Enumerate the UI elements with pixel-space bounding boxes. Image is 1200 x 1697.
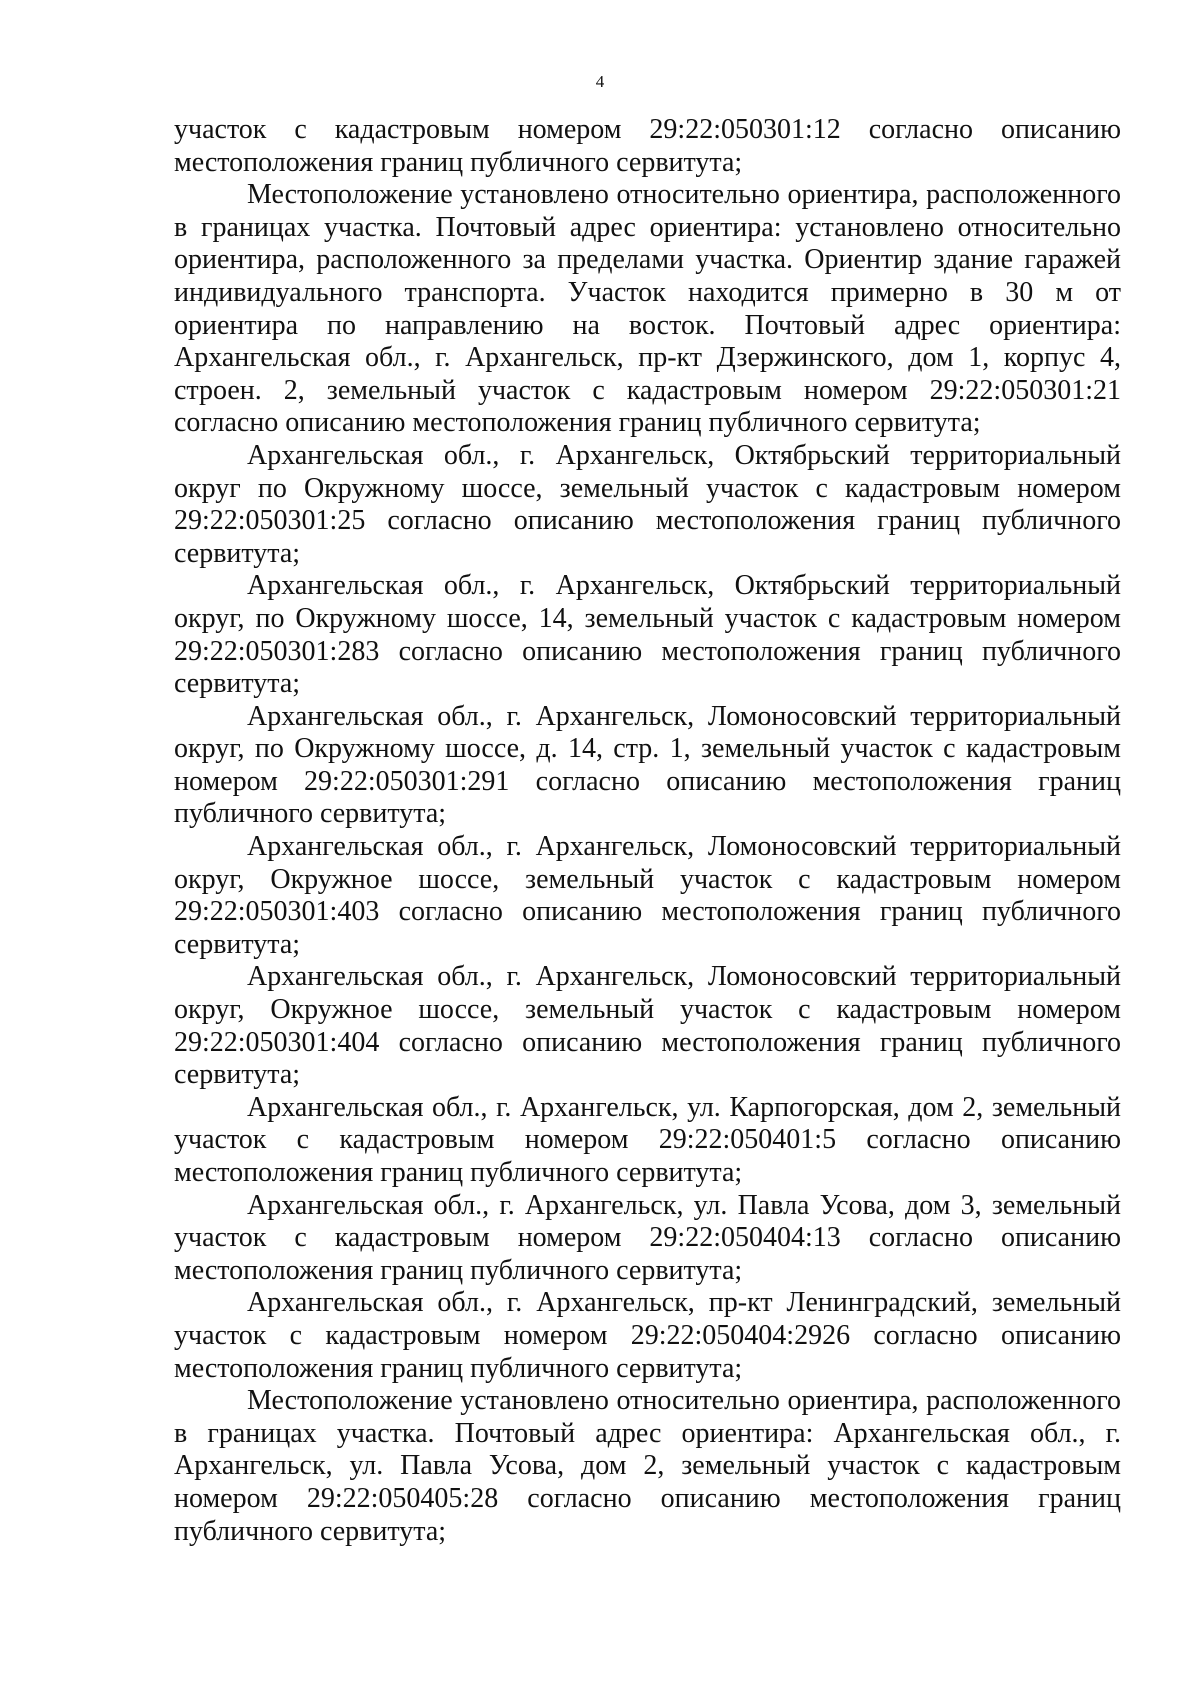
paragraph: Архангельская обл., г. Архангельск, ул. Павла Усова, дом 3, земельный участок с кадастровым номером 29:22:050404:13 согласно описанию местоположения границ публичного сервитута; (174, 1189, 1121, 1286)
paragraph: Архангельская обл., г. Архангельск, ул. Карпогорская, дом 2, земельный участок с кадастровым номером 29:22:050401:5 согласно описанию местоположения границ публичного сервитута; (174, 1091, 1121, 1188)
paragraph: Архангельская обл., г. Архангельск, Ломоносовский территориальный округ, по Окружному шоссе, д. 14, стр. 1, земельный участок с кадастровым номером 29:22:050301:291 согласно описанию местоположения границ публичного сервитута; (174, 700, 1121, 830)
page-number: 4 (595, 72, 605, 91)
paragraph: Архангельская обл., г. Архангельск, Ломоносовский территориальный округ, Окружное шоссе, земельный участок с кадастровым номером 29:22:050301:403 согласно описанию местоположения границ публичного сервитута; (174, 831, 1121, 960)
paragraph: Архангельская обл., г. Архангельск, пр-кт Ленинградский, земельный участок с кадастровым номером 29:22:050404:2926 согласно описанию местоположения границ публичного сервитута; (174, 1287, 1121, 1384)
paragraph: Архангельская обл., г. Архангельск, Ломоносовский территориальный округ, Окружное шоссе, земельный участок с кадастровым номером 29:22:050301:404 согласно описанию местоположения границ публичного сервитута; (174, 961, 1121, 1091)
paragraph: участок с кадастровым номером 29:22:050301:12 согласно описанию местоположения границ публичного сервитута; (174, 114, 1121, 178)
paragraph: Местоположение установлено относительно ориентира, расположенного в границах участка. Почтовый адрес ориентира: Архангельская обл., г. Архангельск, ул. Павла Усова, дом 2, земельный участок с кадастровым номером 29:22:050405:28 согласно описанию местоположения границ публичного сервитута; (174, 1385, 1121, 1547)
document-body (174, 114, 1121, 1548)
paragraph: Архангельская обл., г. Архангельск, Октябрьский территориальный округ, по Окружному шоссе, 14, земельный участок с кадастровым номером 29:22:050301:283 согласно описанию местоположения границ публичного сервитута; (174, 570, 1121, 700)
paragraph: Местоположение установлено относительно ориентира, расположенного в границах участка. Почтовый адрес ориентира: установлено относительно ориентира, расположенного за пределами участка. Ориентир здание гаражей индивидуального транспорта. Участок находится примерно в 30 м от ориентира по направлению на восток. Почтовый адрес ориентира: Архангельская обл., г. Архангельск, пр-кт Дзержинского, дом 1, корпус 4, строен. 2, земельный участок с кадастровым номером 29:22:050301:21 согласно описанию местоположения границ публичного сервитута; (174, 179, 1121, 439)
paragraph: Архангельская обл., г. Архангельск, Октябрьский территориальный округ по Окружному шоссе, земельный участок с кадастровым номером 29:22:050301:25 согласно описанию местоположения границ публичного сервитута; (174, 439, 1121, 569)
